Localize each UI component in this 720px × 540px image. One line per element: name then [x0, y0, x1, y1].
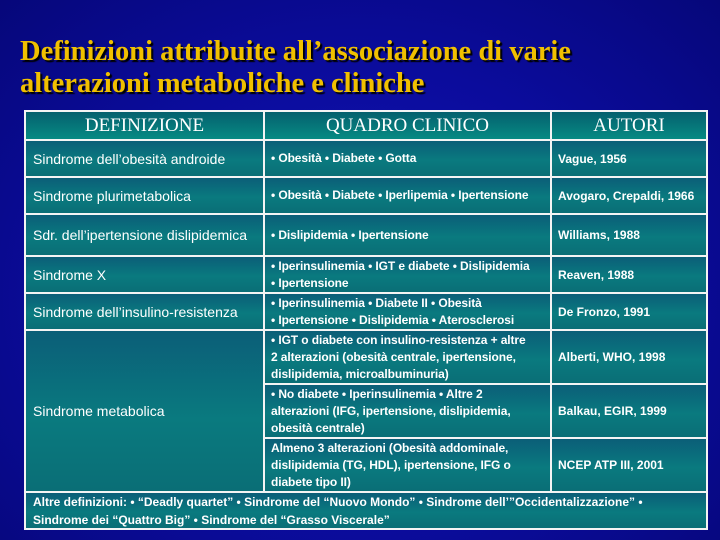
- table-row-author: Alberti, WHO, 1998: [552, 331, 706, 383]
- slide-title: [20, 36, 710, 100]
- table-row-definition: Sdr. dell’ipertensione dislipidemica: [26, 215, 263, 255]
- table-row-clinical: • Obesità • Diabete • Gotta: [265, 141, 550, 176]
- table-row-definition: Sindrome plurimetabolica: [26, 178, 263, 213]
- table-row-author: Williams, 1988: [552, 215, 706, 255]
- table-row-definition: Sindrome metabolica: [26, 331, 263, 491]
- table-row-definition: Sindrome dell’obesità androide: [26, 141, 263, 176]
- table-row-author: Balkau, EGIR, 1999: [552, 385, 706, 437]
- table-row-clinical: • Obesità • Diabete • Iperlipemia • Ipertensione: [265, 178, 550, 213]
- table-row-clinical: • Iperinsulinemia • IGT e diabete • Dislipidemia • Ipertensione: [265, 257, 550, 292]
- slide-title-line-2: alterazioni metaboliche e cliniche: [20, 68, 425, 99]
- table-footer-other-definitions: Altre definizioni: • “Deadly quartet” • Sindrome del “Nuovo Mondo” • Sindrome dell’”Occidentalizzazione” • Sindrome dei “Quattro Big” • Sindrome del “Grasso Viscerale”: [26, 493, 706, 528]
- table-row-clinical: Almeno 3 alterazioni (Obesità addominale, dislipidemia (TG, HDL), ipertensione, IFG o diabete tipo II): [265, 439, 550, 491]
- table-row-author: NCEP ATP III, 2001: [552, 439, 706, 491]
- table-row-clinical: • No diabete • Iperinsulinemia • Altre 2 alterazioni (IFG, ipertensione, dislipidemia, obesità centrale): [265, 385, 550, 437]
- table-row-clinical: • Dislipidemia • Ipertensione: [265, 215, 550, 255]
- table-row-author: Vague, 1956: [552, 141, 706, 176]
- definitions-table: [24, 110, 708, 530]
- header-quadro-clinico: QUADRO CLINICO: [265, 112, 550, 139]
- table-row-definition: Sindrome dell’insulino-resistenza: [26, 294, 263, 329]
- header-definizione: DEFINIZIONE: [26, 112, 263, 139]
- table-row-clinical: • IGT o diabete con insulino-resistenza + altre 2 alterazioni (obesità centrale, ipertensione, dislipidemia, microalbuminuria): [265, 331, 550, 383]
- table-row-author: De Fronzo, 1991: [552, 294, 706, 329]
- header-autori: AUTORI: [552, 112, 706, 139]
- table-row-clinical: • Iperinsulinemia • Diabete II • Obesità • Ipertensione • Dislipidemia • Aterosclerosi: [265, 294, 550, 329]
- slide-title-line-1: Definizioni attribuite all’associazione di varie: [20, 36, 571, 67]
- table-row-definition: Sindrome X: [26, 257, 263, 292]
- table-row-author: Reaven, 1988: [552, 257, 706, 292]
- table-row-author: Avogaro, Crepaldi, 1966: [552, 178, 706, 213]
